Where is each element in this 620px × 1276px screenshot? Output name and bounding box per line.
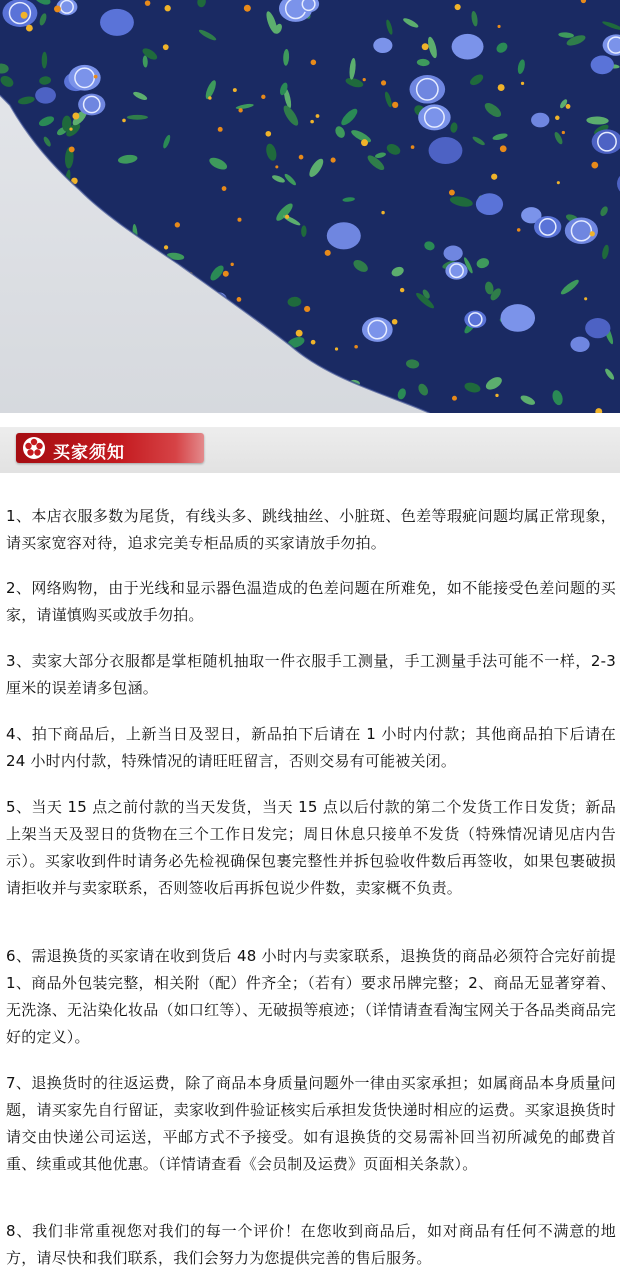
berry-dot (222, 186, 227, 191)
berry-dot (218, 127, 223, 132)
notice-header (0, 413, 620, 483)
berry-dot (498, 25, 501, 28)
berry-dot (208, 96, 211, 99)
berry-dot (335, 347, 338, 350)
berry-dot (361, 139, 368, 146)
berry-dot (354, 345, 358, 349)
berry-dot (591, 162, 598, 169)
berry-dot (165, 5, 171, 11)
berry-dot (498, 84, 505, 91)
berry-dot (265, 131, 271, 137)
notice-item-8: 8、我们非常重视您对我们的每一个评价！在您收到商品后，如对商品有任何不满意的地方，请尽快和我们联系，我们会努力为您提供完善的售后服务。 (6, 1222, 616, 1267)
lemon-shape (591, 56, 614, 75)
lemon-shape (409, 75, 445, 103)
leaf-shape (127, 115, 148, 120)
berry-dot (299, 155, 304, 160)
lemon-shape (534, 216, 561, 238)
lemon-shape (445, 262, 467, 280)
berry-dot (244, 5, 251, 12)
berry-dot (455, 4, 461, 10)
berry-dot (26, 25, 33, 32)
lemon-shape (3, 0, 38, 27)
berry-dot (331, 158, 336, 163)
berry-dot (175, 222, 180, 227)
berry-dot (495, 394, 498, 397)
lemon-shape (476, 193, 503, 215)
notice-title-bar (16, 433, 204, 463)
product-photo (0, 0, 620, 413)
berry-dot (296, 330, 303, 337)
berry-dot (164, 245, 168, 249)
berry-dot (392, 319, 398, 325)
berry-dot (223, 271, 229, 277)
berry-dot (500, 145, 507, 152)
berry-dot (400, 288, 404, 292)
berry-dot (381, 80, 386, 85)
lemon-shape (78, 94, 105, 116)
berry-dot (311, 340, 316, 345)
berry-dot (590, 231, 595, 236)
notice-item-2: 2、网络购物，由于光线和显示器色温造成的色差问题在所难免，如不能接受色差问题的买家，请谨慎购买或放手勿拍。 (6, 579, 616, 624)
berry-dot (69, 147, 75, 153)
berry-dot (21, 12, 28, 19)
berry-dot (562, 131, 565, 134)
lemon-shape (452, 34, 484, 60)
floral-fabric-image (0, 0, 620, 413)
berry-dot (145, 0, 151, 6)
notice-item-3: 3、卖家大部分衣服都是掌柜随机抽取一件衣服手工测量，手工测量手法可能不一样，2-3厘米的误差请多包涵。 (6, 652, 616, 697)
berry-dot (163, 44, 169, 50)
notice-item-4: 4、拍下商品后，上新当日及翌日，新品拍下后请在 1 小时内付款；其他商品拍下后请在 24 小时内付款，特殊情况的请旺旺留言，否则交易有可能被关闭。 (6, 725, 616, 770)
berry-dot (411, 145, 415, 149)
berry-dot (557, 181, 560, 184)
lemon-shape (327, 222, 361, 249)
lemon-shape (418, 104, 450, 130)
berry-dot (363, 78, 366, 81)
lemon-shape (585, 318, 610, 338)
berry-dot (381, 211, 384, 214)
flower-badge-icon (22, 436, 46, 460)
berry-dot (449, 190, 455, 196)
lemon-shape (444, 246, 463, 261)
notice-title: 买家须知 (53, 443, 125, 463)
berry-dot (310, 120, 314, 124)
berry-dot (54, 5, 61, 12)
berry-dot (237, 297, 242, 302)
berry-dot (566, 104, 571, 109)
berry-dot (555, 116, 560, 121)
berry-dot (72, 113, 79, 120)
berry-dot (275, 165, 278, 168)
berry-dot (422, 43, 429, 50)
lemon-shape (500, 304, 535, 332)
berry-dot (304, 306, 310, 312)
lemon-shape (362, 317, 393, 342)
lemon-shape (373, 38, 392, 53)
berry-dot (491, 174, 497, 180)
berry-dot (285, 215, 289, 219)
berry-dot (584, 297, 587, 300)
lemon-shape (464, 311, 486, 329)
lemon-shape (100, 9, 134, 36)
lemon-shape (429, 137, 463, 164)
berry-dot (316, 114, 320, 118)
berry-dot (392, 102, 398, 108)
berry-dot (517, 228, 521, 232)
berry-dot (311, 60, 317, 66)
berry-dot (452, 396, 457, 401)
berry-dot (238, 108, 242, 112)
notice-item-1: 1、本店衣服多数为尾货，有线头多、跳线抽丝、小脏斑、色差等瑕疵问题均属正常现象，请买家宽容对待，追求完美专柜品质的买家请放手勿拍。 (6, 507, 616, 552)
berry-dot (237, 218, 241, 222)
berry-dot (261, 95, 265, 99)
berry-dot (94, 75, 98, 79)
berry-dot (69, 127, 72, 130)
notice-item-6: 6、需退换货的买家请在收到货后 48 小时内与卖家联系，退换货的商品必须符合完好前提 1、商品外包装完整，相关附（配）件齐全；（若有）要求吊牌完整；2、商品无显著穿着、无洗涤、无沾染化妆品（如口红等）、无破损等痕迹；（详情请查看淘宝网关于各品类商品完好的定义）。 (6, 947, 616, 1046)
lemon-shape (565, 217, 598, 244)
lemon-shape (531, 113, 549, 128)
notice-item-7: 7、退换货时的往返运费，除了商品本身质量问题外一律由买家承担；如属商品本身质量问题，请买家先自行留证，卖家收到件验证核实后承担发货快递时相应的运费。买家退换货时请交由快递公司运送，平邮方式不予接受。如有退换货的交易需补回当初所减免的邮费首重、续重或其他优惠。（详情请查看《会员制及运费》页面相关条款）。 (6, 1074, 616, 1173)
notice-item-5: 5、当天 15 点之前付款的当天发货，当天 15 点以后付款的第二个发货工作日发货；新品上架当天及翌日的货物在三个工作日发完；周日休息只接单不发货（特殊情况请见店内告示）。买家收到件时请务必先检视确保包裹完整性并拆包验收件数后再签收，如果包裹破损请拒收并与卖家联系，否则签收后再拆包说少件数，卖家概不负责。 (6, 798, 616, 897)
berry-dot (325, 250, 331, 256)
berry-dot (233, 88, 237, 92)
lemon-shape (570, 337, 589, 352)
lemon-shape (35, 87, 56, 104)
berry-dot (521, 82, 524, 85)
berry-dot (122, 119, 126, 123)
berry-dot (231, 263, 234, 266)
